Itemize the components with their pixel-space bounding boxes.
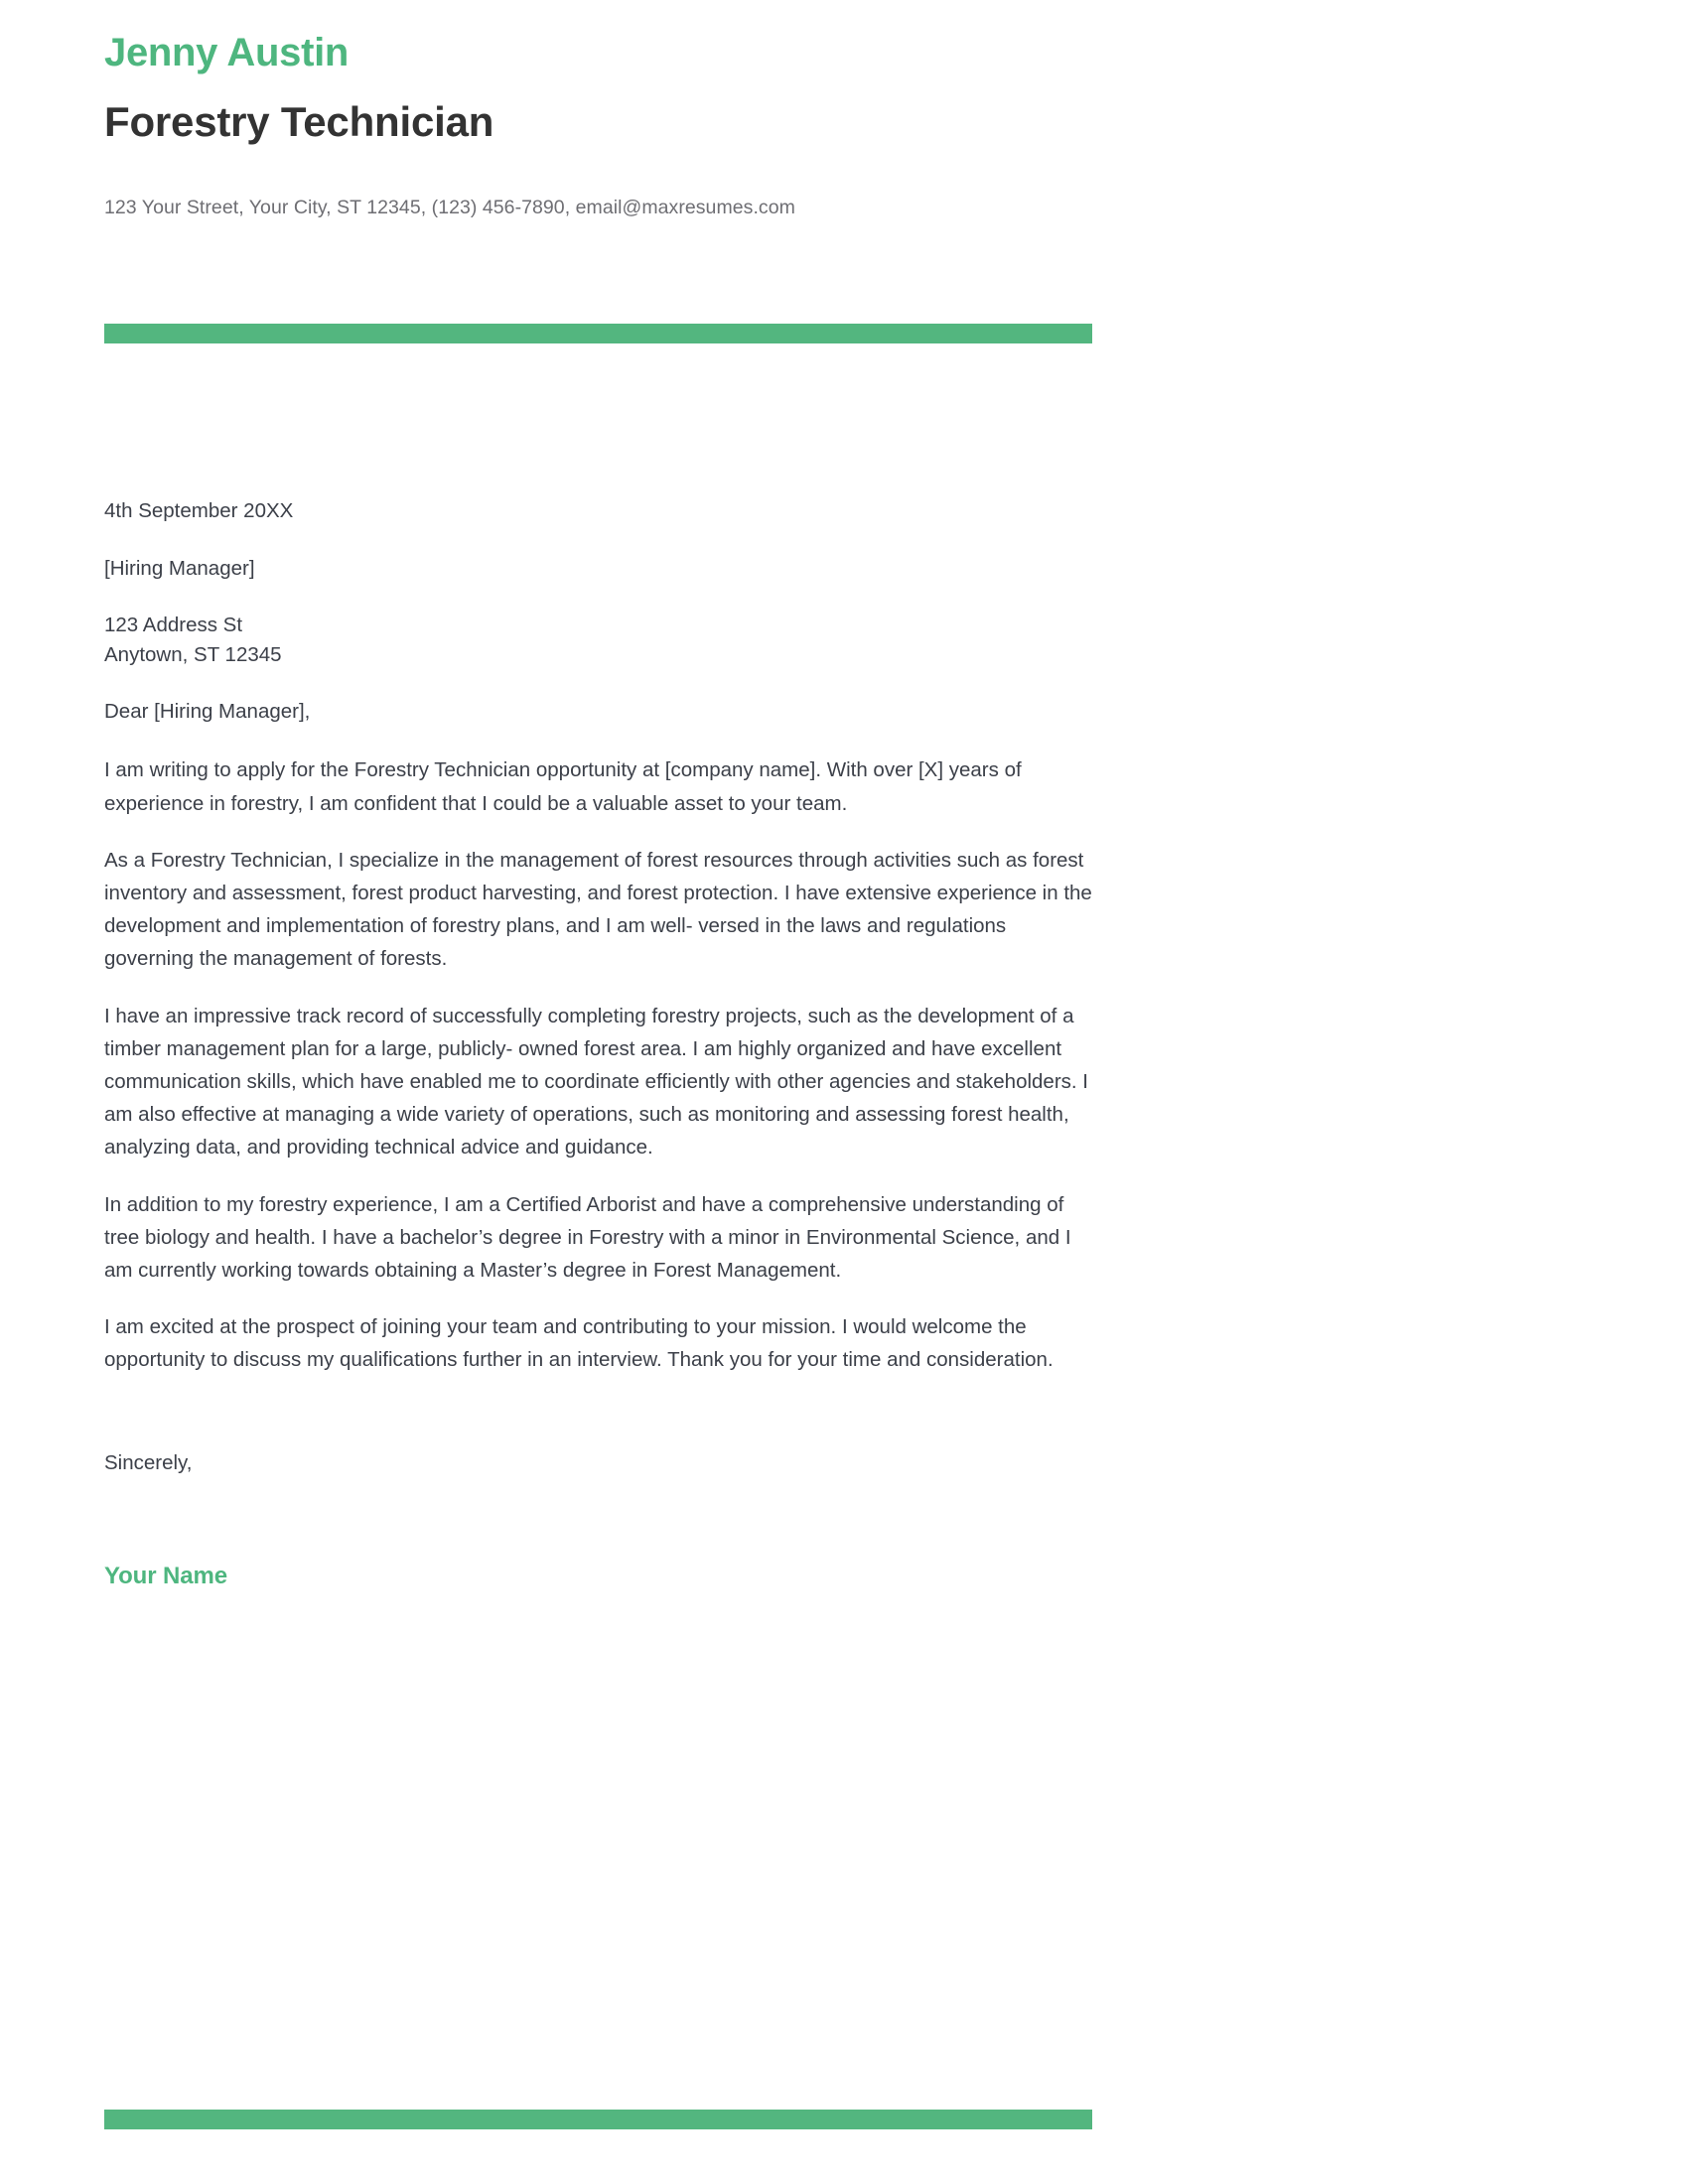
body-paragraph-2: As a Forestry Technician, I specialize in the management of forest resources through activities such as forest inventory and assessment, forest product harvesting, and forest protection. I have extensive experience in the development and implementation of forestry plans, and I am well- versed in the laws and regulations governing the management of forests. [104,848,1092,971]
body-paragraph-1: I am writing to apply for the Forestry Technician opportunity at [company name]. With over [X] years of experience in forestry, I am confident that I could be a valuable asset to your team. [104,758,1022,815]
contact-info-line: 123 Your Street, Your City, ST 12345, (123) 456-7890, email@maxresumes.com [104,197,795,219]
applicant-name: Jenny Austin [104,31,350,74]
letter-date: 4th September 20XX [104,499,294,522]
body-paragraph-5: I am excited at the prospect of joining your team and contributing to your mission. I would welcome the opportunity to discuss my qualifications further in an interview. Thank you for your time and consideration. [104,1315,1054,1372]
page-title: Forestry Technician [104,98,494,145]
recipient-address [104,611,1092,668]
closing-salutation: Sincerely, [104,1450,193,1474]
letter-body [0,496,1201,1592]
letter-header [0,0,1201,222]
salutation: Dear [Hiring Manager], [104,699,311,723]
recipient-address-line-1: 123 Address St [104,614,243,637]
body-paragraph-4: In addition to my forestry experience, I am a Certified Arborist and have a comprehensive understanding of tree biology and health. I have a bachelor’s degree in Forestry with a minor in Environmental Science, and I am currently working towards obtaining a Master’s degree in Forest Management. [104,1192,1071,1283]
recipient-address-line-2: Anytown, ST 12345 [104,642,282,666]
body-paragraph-3: I have an impressive track record of successfully completing forestry projects, such as the development of a timber management plan for a large, publicly- owned forest area. I am highly organized and have excellent communication skills, which have enabled me to coordinate efficiently with other agencies and stakeholders. I am also effective at managing a wide variety of operations, such as monitoring and assessing forest health, analyzing data, and providing technical advice and guidance. [104,1004,1088,1160]
recipient-name: [Hiring Manager] [104,556,255,580]
signature-name: Your Name [104,1563,228,1590]
header-divider-bar [104,324,1092,343]
footer-divider-bar [104,2110,1092,2129]
